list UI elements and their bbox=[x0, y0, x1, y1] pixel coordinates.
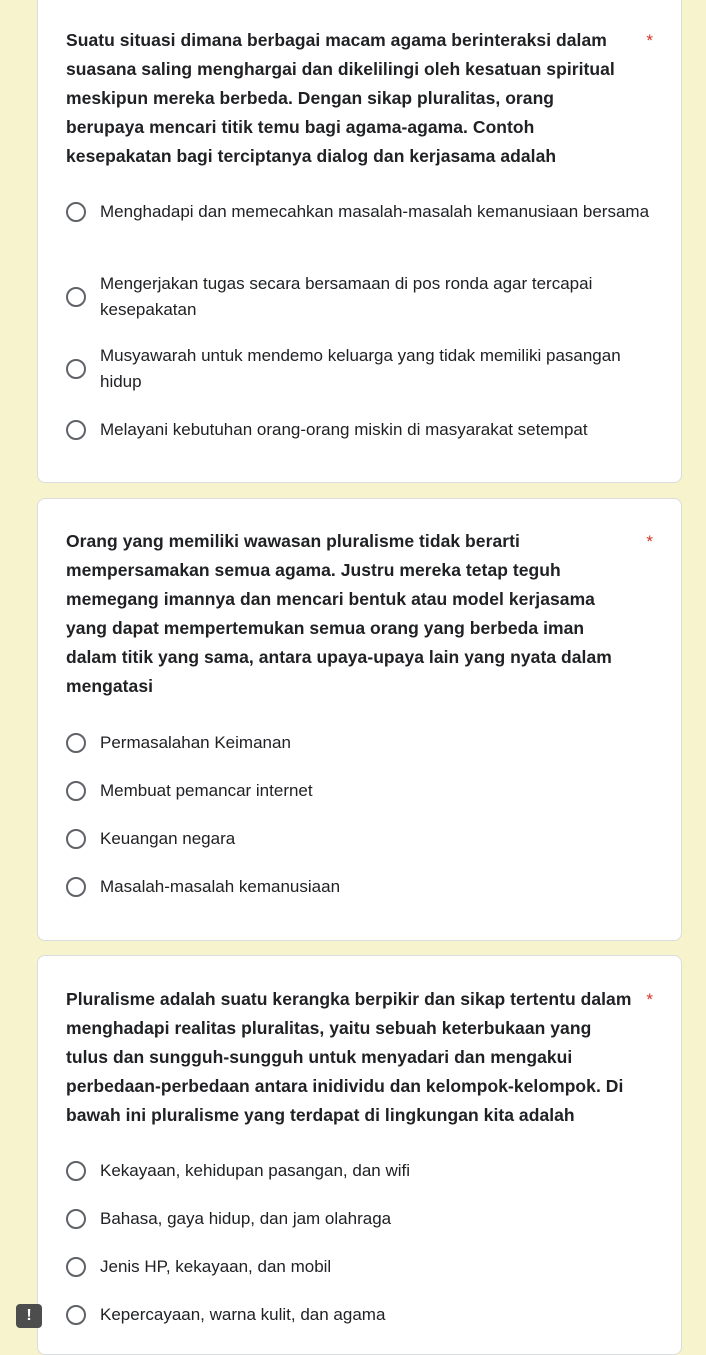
question-card-2 bbox=[37, 498, 682, 941]
option-label[interactable]: Menghadapi dan memecahkan masalah-masalah kemanusiaan bersama bbox=[100, 202, 650, 221]
option-label[interactable]: Kepercayaan, warna kulit, dan agama bbox=[100, 1305, 386, 1324]
radio-option[interactable] bbox=[66, 1254, 656, 1280]
radio-button[interactable] bbox=[66, 420, 86, 440]
question-card-1 bbox=[37, 0, 682, 483]
question-title: Pluralisme adalah suatu kerangka berpikir dan sikap tertentu dalam menghadapi realitas pluralitas, yaitu sebuah keterbukaan yang tulus dan sungguh-sungguh untuk menyadari dan mengakui perbedaan-perbedaan antara inidividu dan kelompok-kelompok. Di bawah ini pluralisme yang terdapat di lingkungan kita adalah bbox=[66, 989, 632, 1125]
radio-option[interactable] bbox=[66, 271, 656, 323]
radio-button[interactable] bbox=[66, 287, 86, 307]
question-card-3 bbox=[37, 955, 682, 1355]
radio-option[interactable] bbox=[66, 826, 656, 852]
required-asterisk: * bbox=[646, 990, 653, 1009]
radio-button[interactable] bbox=[66, 877, 86, 897]
radio-option[interactable] bbox=[66, 417, 656, 443]
radio-button[interactable] bbox=[66, 781, 86, 801]
radio-option[interactable] bbox=[66, 1158, 656, 1184]
option-label[interactable]: Keuangan negara bbox=[100, 829, 236, 848]
option-label[interactable]: Musyawarah untuk mendemo keluarga yang tidak memiliki pasangan hidup bbox=[100, 346, 621, 391]
radio-button[interactable] bbox=[66, 1161, 86, 1181]
radio-option[interactable] bbox=[66, 1206, 656, 1232]
required-asterisk: * bbox=[646, 31, 653, 50]
radio-button[interactable] bbox=[66, 1305, 86, 1325]
radio-option[interactable] bbox=[66, 1302, 656, 1328]
radio-option[interactable] bbox=[66, 199, 656, 225]
radio-button[interactable] bbox=[66, 359, 86, 379]
option-label[interactable]: Masalah-masalah kemanusiaan bbox=[100, 877, 341, 896]
option-label[interactable]: Permasalahan Keimanan bbox=[100, 733, 291, 752]
radio-option[interactable] bbox=[66, 343, 656, 395]
option-label[interactable]: Melayani kebutuhan orang-orang miskin di masyarakat setempat bbox=[100, 420, 588, 439]
question-title: Orang yang memiliki wawasan pluralisme tidak berarti mempersamakan semua agama. Justru mereka tetap teguh memegang imannya dan mencari bentuk atau model kerjasama yang dapat mempertemukan semua orang yang berbeda iman dalam titik yang sama, antara upaya-upaya lain yang nyata dalam mengatasi bbox=[66, 531, 612, 696]
question-title: Suatu situasi dimana berbagai macam agama berinteraksi dalam suasana saling menghargai dan dikelilingi oleh kesatuan spiritual meskipun mereka berbeda. Dengan sikap pluralitas, orang berupaya mencari titik temu bagi agama-agama. Contoh kesepakatan bagi terciptanya dialog dan kerjasama adalah bbox=[66, 30, 615, 166]
radio-button[interactable] bbox=[66, 202, 86, 222]
required-asterisk: * bbox=[646, 532, 653, 551]
option-label[interactable]: Jenis HP, kekayaan, dan mobil bbox=[100, 1257, 332, 1276]
radio-button[interactable] bbox=[66, 1257, 86, 1277]
radio-option[interactable] bbox=[66, 730, 656, 756]
alert-icon[interactable]: ! bbox=[16, 1304, 42, 1328]
option-label[interactable]: Kekayaan, kehidupan pasangan, dan wifi bbox=[100, 1161, 411, 1180]
radio-button[interactable] bbox=[66, 733, 86, 753]
radio-option[interactable] bbox=[66, 778, 656, 804]
radio-option[interactable] bbox=[66, 874, 656, 900]
option-label[interactable]: Membuat pemancar internet bbox=[100, 781, 313, 800]
radio-button[interactable] bbox=[66, 829, 86, 849]
radio-button[interactable] bbox=[66, 1209, 86, 1229]
option-label[interactable]: Mengerjakan tugas secara bersamaan di pos ronda agar tercapai kesepakatan bbox=[100, 274, 593, 319]
option-label[interactable]: Bahasa, gaya hidup, dan jam olahraga bbox=[100, 1209, 392, 1228]
